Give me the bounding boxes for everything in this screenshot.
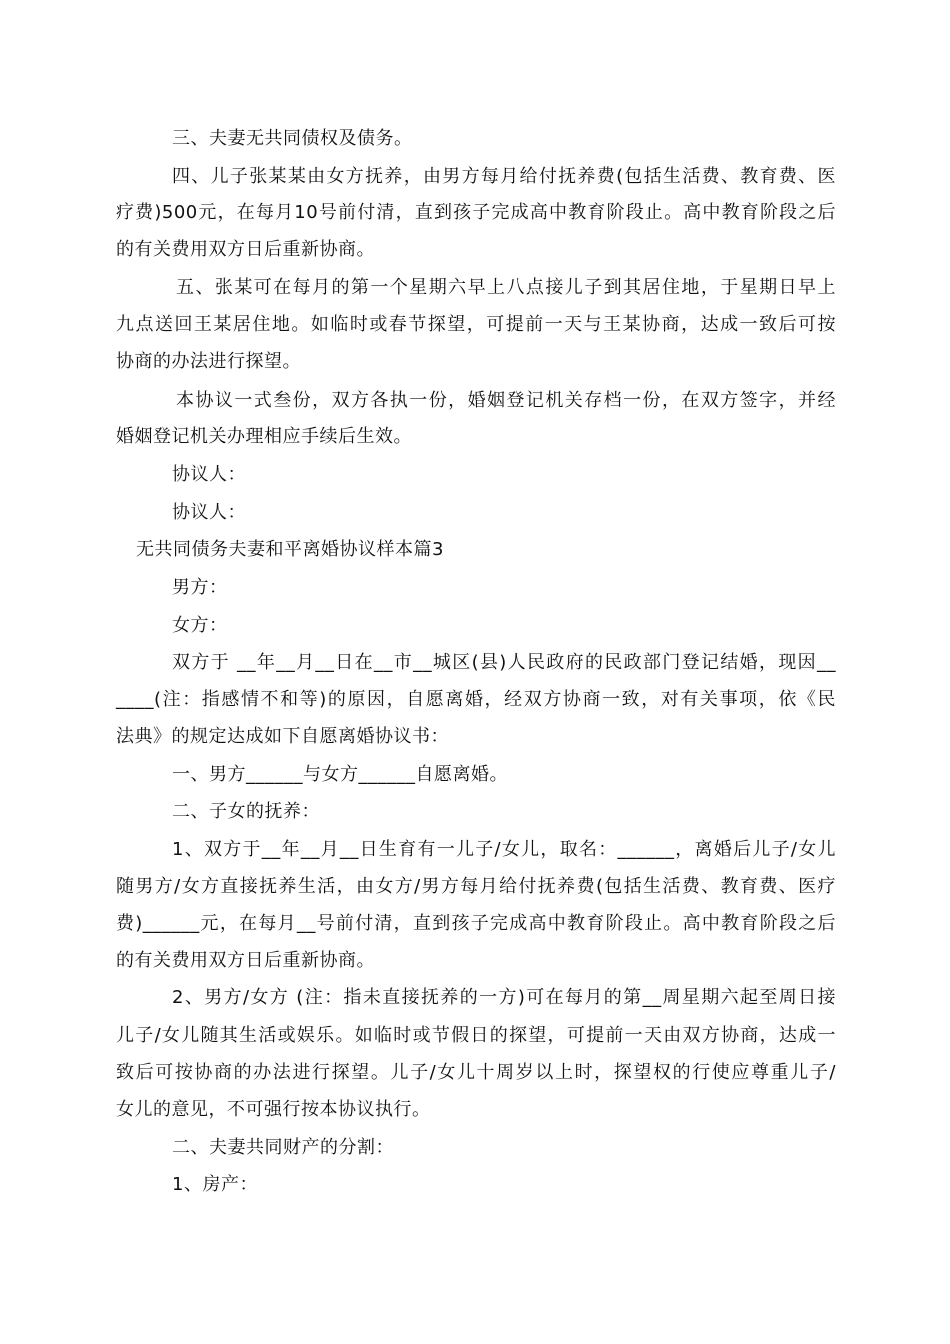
visitation-item-2-line-2: 儿子/女儿随其生活或娱乐。如临时或节假日的探望，可提前一天由双方协商，达成一 xyxy=(116,1025,836,1046)
copies-clause-line-2: 婚姻登记机关办理相应手续后生效。 xyxy=(116,426,412,447)
custody-item-1-line-1: 1、双方于__年__月__日生育有一儿子/女儿，取名：______，离婚后儿子/女儿 xyxy=(172,839,837,860)
custody-item-1-line-2: 随男方/女方直接抚养生活，由女方/男方每月给付抚养费(包括生活费、教育费、医疗 xyxy=(116,876,836,897)
signatory-label-1: 协议人： xyxy=(172,464,246,485)
visitation-item-2-line-1: 2、男方/女方 (注：指未直接抚养的一方)可在每月的第__周星期六起至周日接 xyxy=(172,987,836,1008)
custody-item-1-line-4: 的有关费用双方日后重新协商。 xyxy=(116,950,375,971)
article-2-heading: 二、子女的抚养： xyxy=(172,801,320,822)
preamble-line-3: 法典》的规定达成如下自愿离婚协议书： xyxy=(116,726,449,747)
copies-clause-line-1: 本协议一式叁份，双方各执一份，婚姻登记机关存档一份，在双方签字，并经 xyxy=(176,390,836,411)
male-party-label: 男方： xyxy=(172,577,228,598)
signatory-label-2: 协议人： xyxy=(172,502,246,523)
clause-5-line-2: 九点送回王某居住地。如临时或春节探望，可提前一天与王某协商，达成一致后可按 xyxy=(116,314,836,335)
clause-5-line-1: 五、张某可在每月的第一个星期六早上八点接儿子到其居住地，于星期日早上 xyxy=(176,277,836,298)
clause-3-debts: 三、夫妻无共同债权及债务。 xyxy=(172,128,413,149)
female-party-label: 女方： xyxy=(172,615,228,636)
section-heading: 无共同债务夫妻和平离婚协议样本篇3 xyxy=(136,539,444,560)
visitation-item-2-line-4: 女儿的意见，不可强行按本协议执行。 xyxy=(116,1099,431,1120)
visitation-item-2-line-3: 致后可按协商的办法进行探望。儿子/女儿十周岁以上时，探望权的行使应尊重儿子/ xyxy=(116,1062,836,1083)
clause-4-line-3: 的有关费用双方日后重新协商。 xyxy=(116,239,375,260)
clause-5-line-3: 协商的办法进行探望。 xyxy=(116,351,301,372)
clause-4-line-1: 四、儿子张某某由女方抚养，由男方每月给付抚养费(包括生活费、教育费、医 xyxy=(172,166,836,187)
article-1-divorce: 一、男方______与女方______自愿离婚。 xyxy=(172,764,508,785)
property-item-1-real-estate: 1、房产： xyxy=(172,1174,258,1195)
preamble-line-1: 双方于 __年__月__日在__市__城区(县)人民政府的民政部门登记结婚，现因__ xyxy=(172,652,836,673)
clause-4-line-2: 疗费)500元，在每月10号前付清，直到孩子完成高中教育阶段止。高中教育阶段之后 xyxy=(116,202,836,223)
preamble-line-2: ____(注：指感情不和等)的原因，自愿离婚，经双方协商一致，对有关事项，依《民 xyxy=(116,689,836,710)
property-division-heading: 二、夫妻共同财产的分割： xyxy=(172,1137,394,1158)
custody-item-1-line-3: 费)______元，在每月__号前付清，直到孩子完成高中教育阶段止。高中教育阶段之后 xyxy=(116,913,836,934)
